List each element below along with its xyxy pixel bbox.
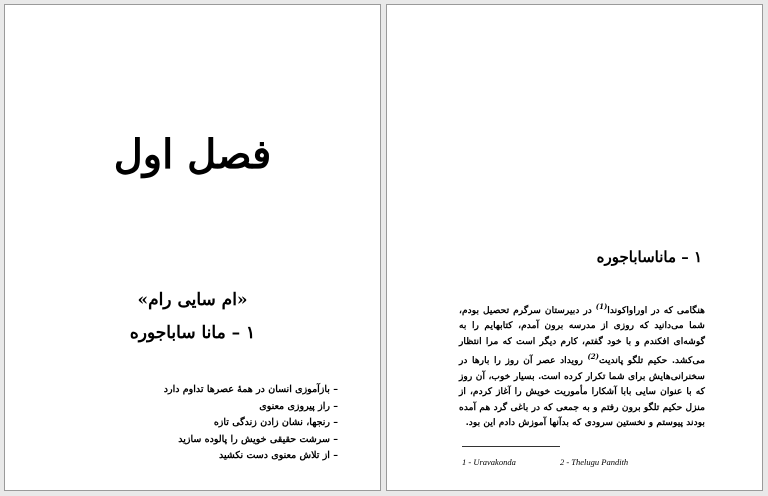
topic-list bbox=[108, 382, 338, 465]
right-page bbox=[386, 4, 763, 491]
footnote-ref: (1) bbox=[595, 302, 608, 311]
list-item: – راز پیروزی معنوی bbox=[259, 400, 338, 412]
section-heading: ۱ – مانا ساباجوره bbox=[129, 323, 256, 343]
footnotes bbox=[462, 457, 682, 467]
footnote-ref: (2) bbox=[587, 352, 599, 362]
list-item: – بازآموزی انسان در همهٔ عصرها تداوم دارد bbox=[163, 384, 338, 395]
chapter-motto: «ام سایی رام» bbox=[137, 290, 248, 310]
list-item: – رنجها، نشان زادن زندگی تازه bbox=[213, 417, 338, 428]
body-paragraph bbox=[459, 299, 705, 430]
paragraph-text: در دبیرستان سرگرم تحصیل بودم، شما می‌دانید که روزی از مدرسه برون آمدم، کتابهایم را به گوشه‌ای افکندم و با خود گفتم، کارم دیگر است که مرا انتظار می‌کشد. حکیم تلگو پاندیت bbox=[459, 305, 706, 367]
footnote-divider bbox=[462, 446, 560, 447]
list-item: – از تلاش معنوی دست نکشید bbox=[218, 450, 338, 461]
footnote: 2 - Thelugu Pandith bbox=[559, 457, 629, 467]
paragraph-text: رویداد عصر آن روز را بارها در سخنرانی‌هایش برای شما تکرار کرده است. بسیار خوب، آن روز که با عنوان سایی بابا آشکارا مأموریت خویش را آغاز کردم، از منزل حکیم تلگو برون رفتم و به جمعی که در باغی گرد هم آمده بودند پیوستم و نخستین سرودی که بدآنها آموزش دادم این بود. bbox=[459, 355, 705, 428]
section-heading: ۱ – ماناساباجوره bbox=[596, 248, 702, 266]
left-page bbox=[4, 4, 381, 491]
footnote: 1 - Uravakonda bbox=[462, 457, 516, 467]
list-item: – سرشت حقیقی خویش را پالوده سازید bbox=[178, 433, 338, 445]
chapter-title: فصل اول bbox=[113, 131, 272, 178]
paragraph-text: هنگامی که در اوراواکوندا bbox=[607, 305, 705, 317]
